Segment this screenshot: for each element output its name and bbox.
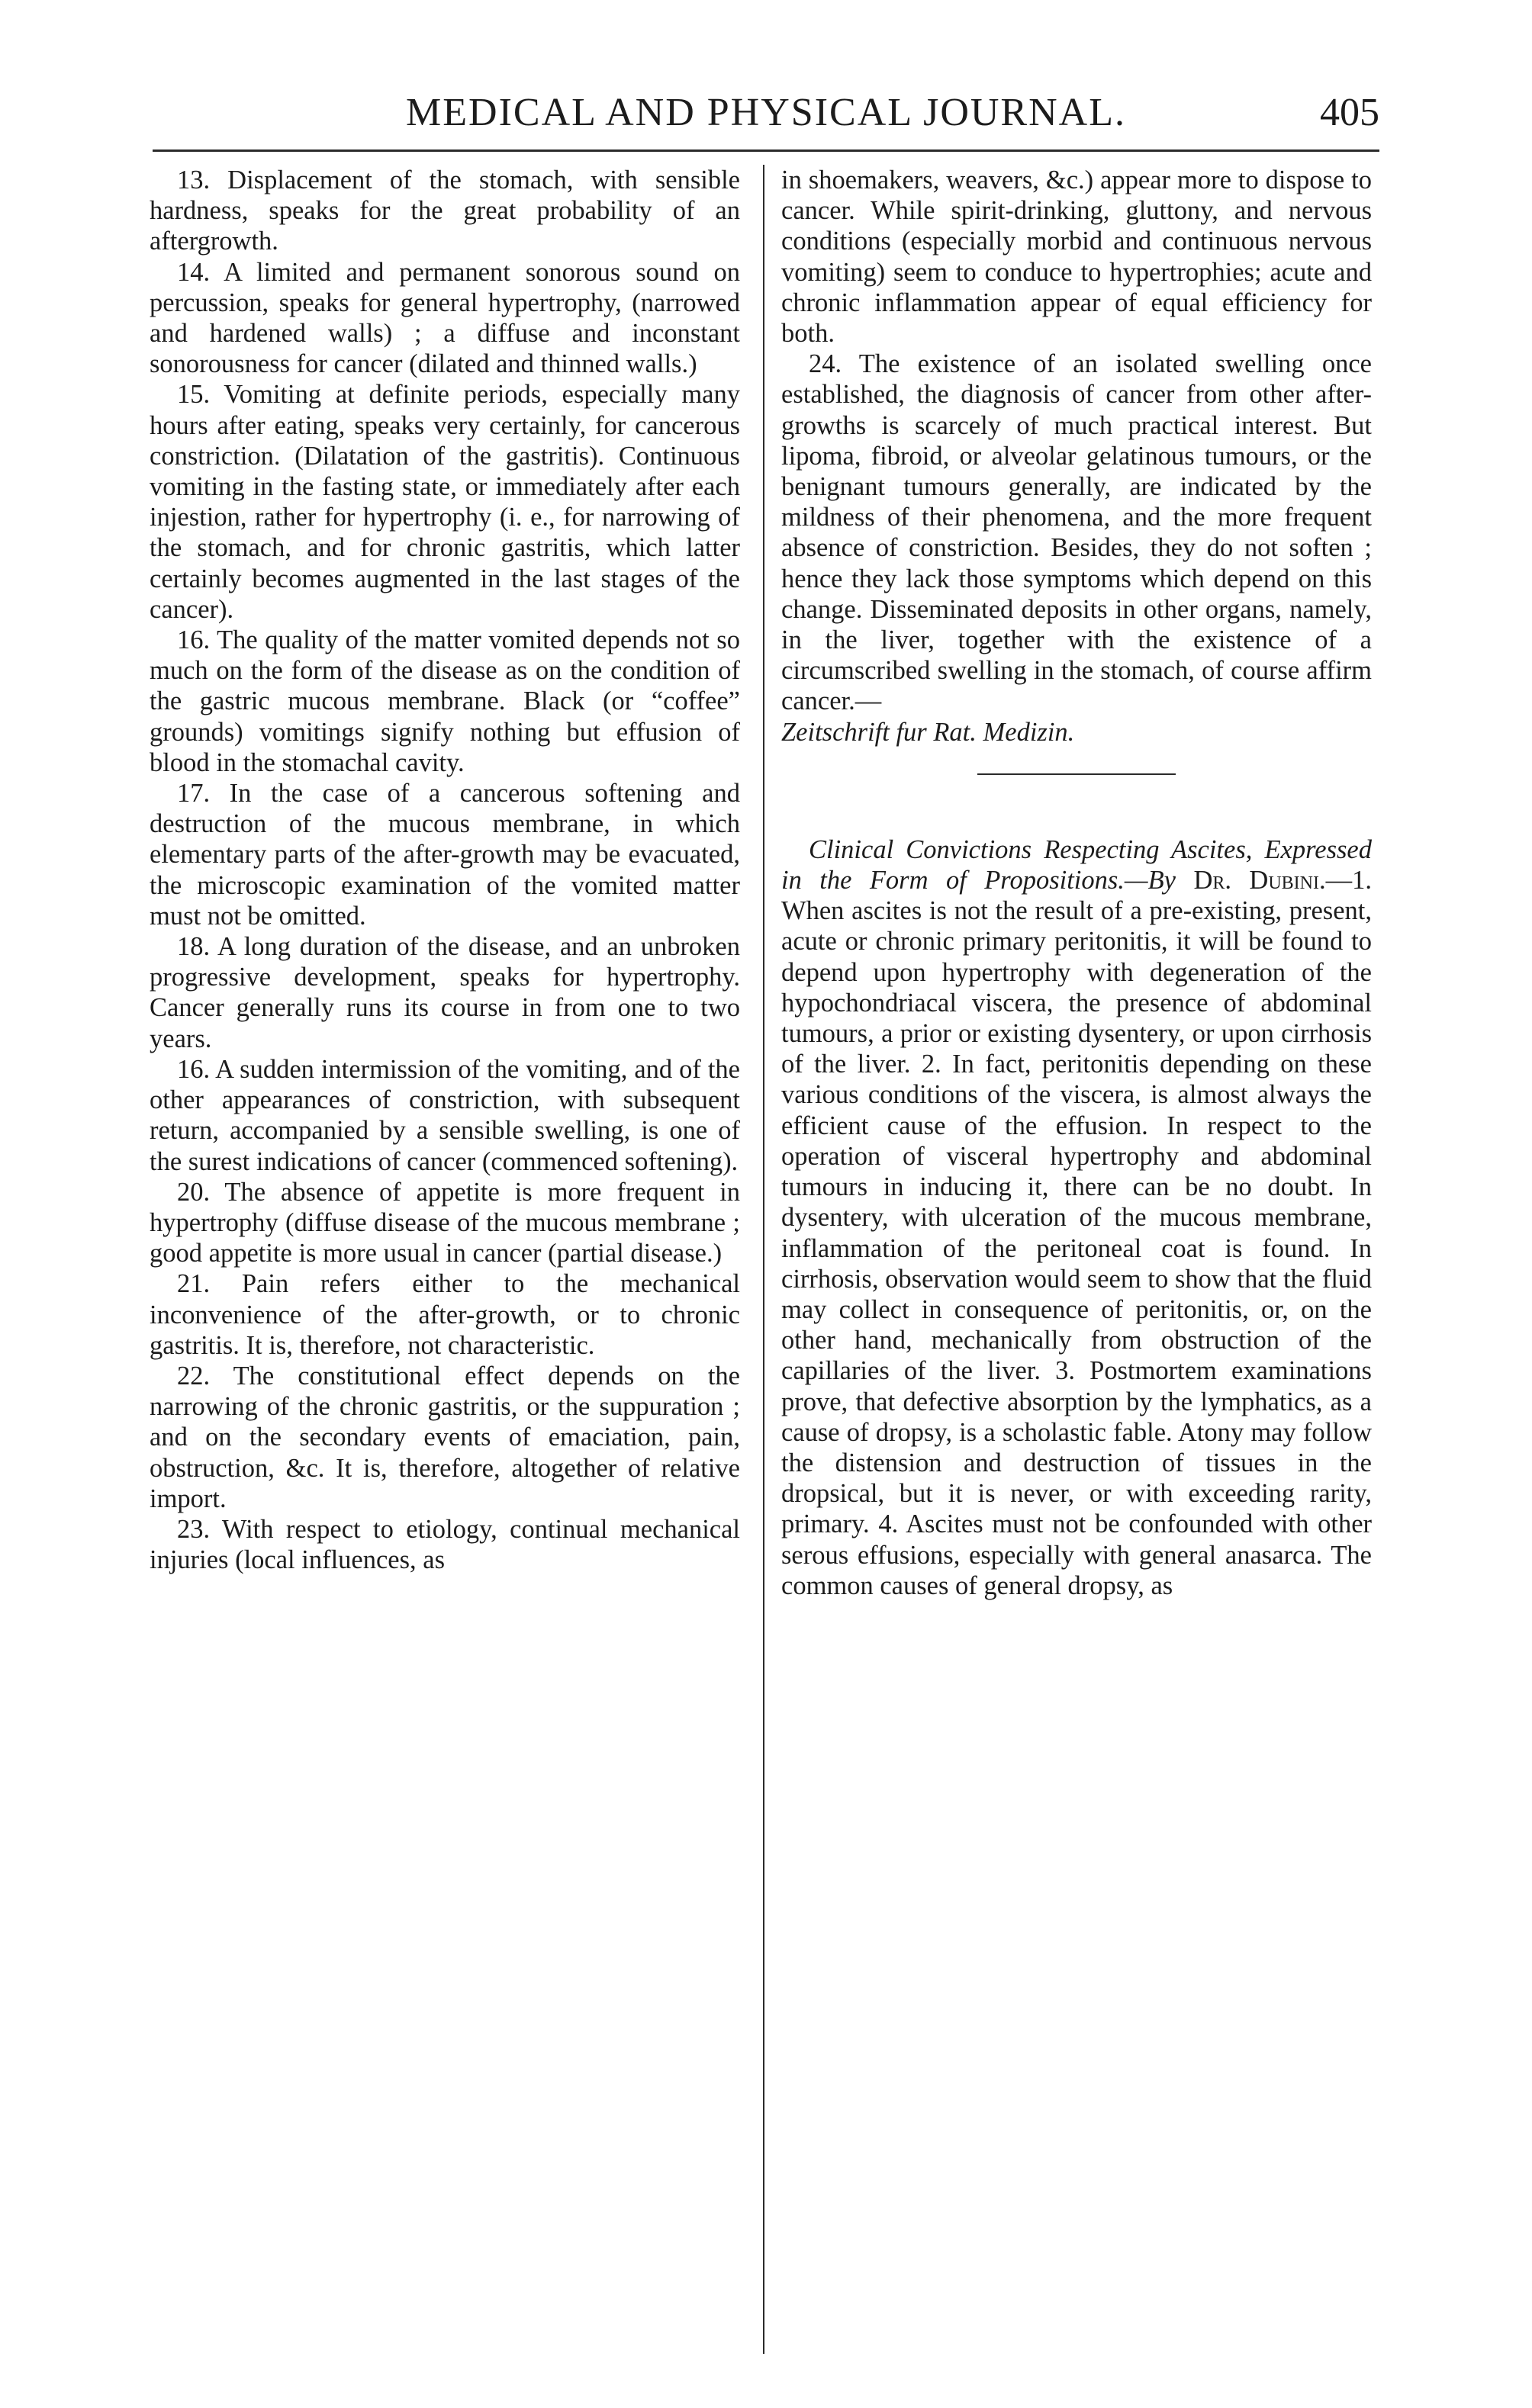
paragraph-23-continued: in shoemakers, weavers, &c.) appear more to dispose to cancer. While spirit-drinking, gluttony, and nervous conditions (especially morbid and continuous nervous vomiting) seem to conduce to hypertrophies; acute and chronic inflammation appear of equal efficiency for both. — [781, 166, 1372, 349]
paragraph-13: 13. Displacement of the stomach, with sensible hardness, speaks for the great probability of an aftergrowth. — [150, 166, 740, 256]
article-paragraph — [781, 834, 1372, 1601]
paragraph-23: 23. With respect to etiology, continual mechanical injuries (local influences, as — [150, 1514, 740, 1575]
header-rule — [153, 149, 1379, 152]
page-number: 405 — [1320, 91, 1379, 134]
article-title: Clinical Convictions Respecting Ascites, Expressed in the Form of Propositions.—By — [781, 834, 1372, 895]
paragraph-18: 18. A long duration of the disease, and an unbroken progressive development, speaks for hypertrophy. Cancer generally runs its course in from one to two years. — [150, 932, 740, 1053]
paragraph-16: 16. The quality of the matter vomited depends not so much on the form of the disease as on the condition of the gastric mucous membrane. Black (or “coffee” grounds) vomitings signify nothing but effusion of blood in the stomachal cavity. — [150, 625, 740, 777]
journal-title: MEDICAL AND PHYSICAL JOURNAL. — [406, 91, 1126, 134]
paragraph-21: 21. Pain refers either to the mechanical inconvenience of the after-growth, or to chronic gastritis. It is, therefore, not characteristic. — [150, 1269, 740, 1360]
column-divider — [763, 165, 764, 2354]
source-journal: Zeitschrift fur Rat. Medizin. — [781, 717, 1075, 747]
paragraph-14: 14. A limited and permanent sonorous sound on percussion, speaks for general hypertrophy, (narrowed and hardened walls) ; a diffuse and inconstant sonorousness for cancer (dilated and thinned walls.) — [150, 257, 740, 379]
paragraph-22: 22. The constitutional effect depends on the narrowing of the chronic gastritis, or the suppuration ; and on the secondary events of emaciation, pain, obstruction, &c. It is, therefore, altogether of relative import. — [150, 1361, 740, 1513]
article-author: Dr. Dubini. — [1193, 866, 1326, 895]
section-rule — [977, 773, 1176, 775]
paragraph-20: 20. The absence of appetite is more frequent in hypertrophy (diffuse disease of the mucous membrane ; good appetite is more usual in cancer (partial disease.) — [150, 1177, 740, 1268]
paragraph-15: 15. Vomiting at definite periods, especially many hours after eating, speaks very certainly, for cancerous constriction. (Dilatation of the gastritis). Continuous vomiting in the fasting state, or immediately after each injestion, rather for hypertrophy (i. e., for narrowing of the stomach, and for chronic gastritis, which latter certainly becomes augmented in the last stages of the cancer). — [150, 380, 740, 624]
right-column — [781, 165, 1372, 1601]
paragraph-19: 16. A sudden intermission of the vomiting, and of the other appearances of constriction, with subsequent return, accompanied by a sensible swelling, is one of the surest indications of cancer (commenced softening). — [150, 1054, 740, 1176]
paragraph-24: 24. The existence of an isolated swelling once established, the diagnosis of cancer from other after-growths is scarcely of much practical interest. But lipoma, fibroid, or alveolar gelatinous tumours, or the benignant tumours generally, are indicated by the mildness of their phenomena, and the more frequent absence of constriction. Besides, they do not soften ; hence they lack those symptoms which depend on this change. Disseminated deposits in other organs, namely, in the liver, together with the existence of a circumscribed swelling in the stomach, of course affirm cancer.— — [781, 349, 1372, 716]
left-column — [150, 165, 740, 1575]
source-citation — [781, 717, 1372, 747]
running-header — [153, 90, 1379, 143]
article-body: —1. When ascites is not the result of a pre-existing, present, acute or chronic primary peritonitis, it will be found to depend upon hypertrophy with degeneration of the hypochondriacal viscera, the presence of abdominal tumours, a prior or existing dysentery, or upon cirrhosis of the liver. 2. In fact, peritonitis depending on these various conditions of the viscera, is almost always the efficient cause of the effusion. In respect to the operation of visceral hypertrophy and abdominal tumours in inducing it, there can be no doubt. In dysentery, with ulceration of the mucous membrane, inflammation of the peritoneal coat is found. In cirrhosis, observation would seem to show that the fluid may collect in consequence of peritonitis, or, on the other hand, mechanically from obstruction of the capillaries of the liver. 3. Postmortem examinations prove, that defective absorption by the lymphatics, as a cause of dropsy, is a scholastic fable. Atony may follow the distension and destruction of tissues in the dropsical, but it is never, or with exceeding rarity, primary. 4. Ascites must not be confounded with other serous effusions, especially with general anasarca. The common causes of general dropsy, as — [781, 866, 1372, 1600]
paragraph-17: 17. In the case of a cancerous softening and destruction of the mucous membrane, in which elementary parts of the after-growth may be evacuated, the microscopic examination of the vomited matter must not be omitted. — [150, 779, 740, 931]
